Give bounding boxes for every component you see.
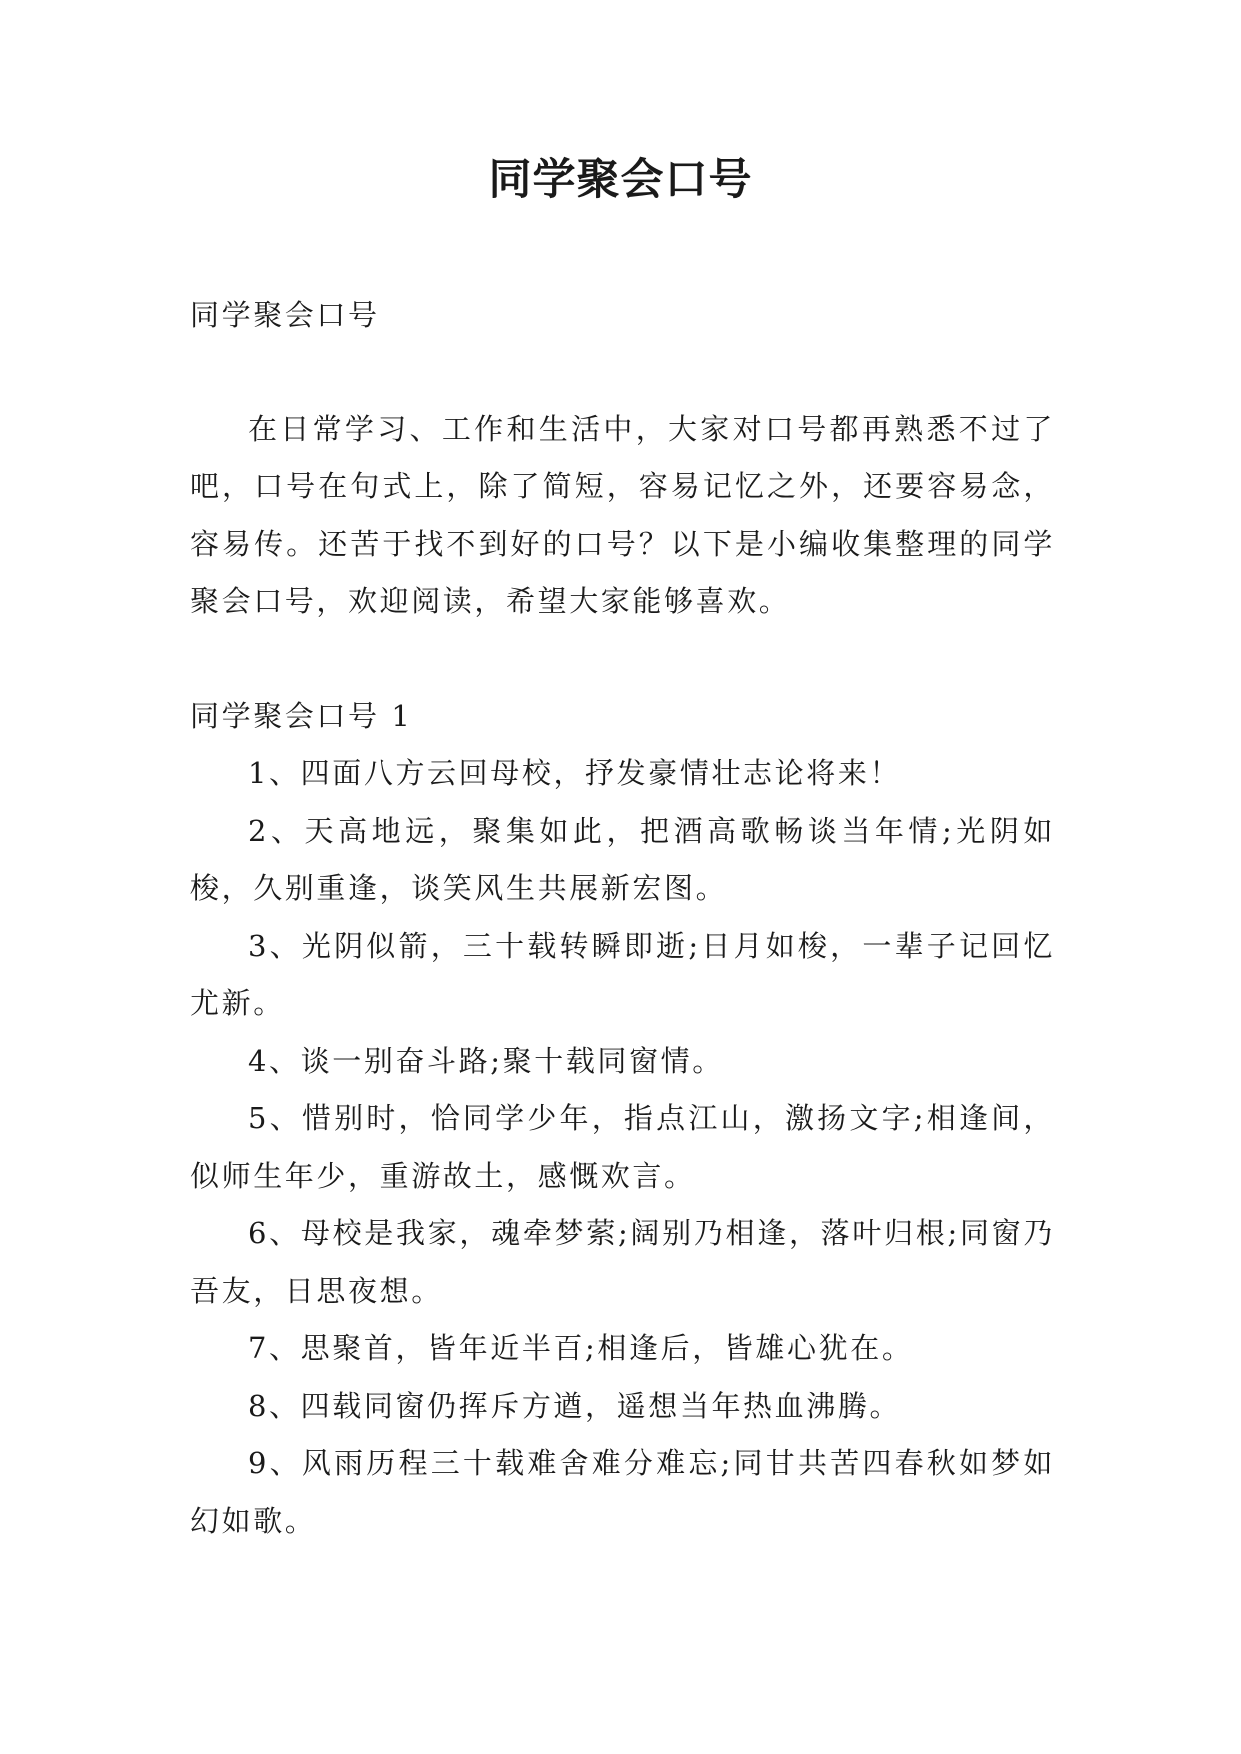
document-body [190,287,1055,1550]
document-title: 同学聚会口号 [488,155,753,205]
document-subtitle: 同学聚会口号 [190,298,380,332]
list-item: 5、惜别时，恰同学少年，指点江山，激扬文字;相逢间，似师生年少，重游故土，感慨欢言。 [190,1101,1055,1193]
list-item: 2、天高地远，聚集如此，把酒高歌畅谈当年情;光阴如梭，久别重逢，谈笑风生共展新宏图。 [190,813,1055,905]
list-item: 9、风雨历程三十载难舍难分难忘;同甘共苦四春秋如梦如幻如歌。 [190,1446,1055,1538]
list-item: 4、谈一别奋斗路;聚十载同窗情。 [248,1043,724,1078]
list-item: 3、光阴似箭，三十载转瞬即逝;日月如梭，一辈子记回忆尤新。 [190,928,1055,1020]
list-item: 6、母校是我家，魂牵梦萦;阔别乃相逢，落叶归根;同窗乃吾友，日思夜想。 [190,1216,1055,1308]
intro-paragraph: 在日常学习、工作和生活中，大家对口号都再熟悉不过了吧，口号在句式上，除了简短，容易记忆之外，还要容易念，容易传。还苦于找不到好的口号？以下是小编收集整理的同学聚会口号，欢迎阅读，希望大家能够喜欢。 [190,411,1055,618]
section-heading: 同学聚会口号 1 [190,698,413,733]
list-item: 1、四面八方云回母校，抒发豪情壮志论将来！ [248,756,902,790]
list-item: 7、思聚首，皆年近半百;相逢后，皆雄心犹在。 [248,1331,914,1365]
list-item: 8、四载同窗仍挥斥方遒，遥想当年热血沸腾。 [248,1388,902,1423]
